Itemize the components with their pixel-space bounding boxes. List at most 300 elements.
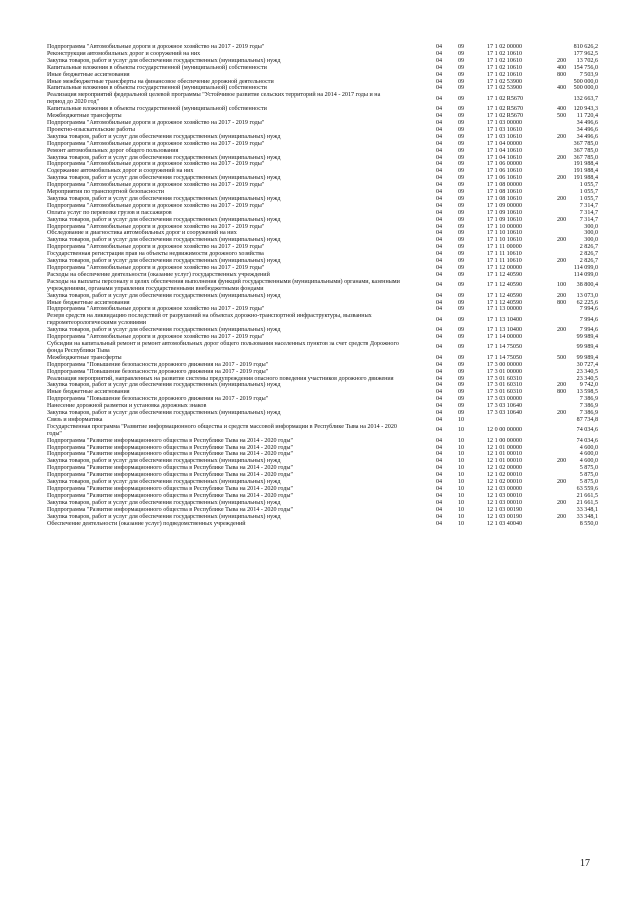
row-name: Капитальные вложения в объекты государственной (муниципальной) собственности xyxy=(47,64,267,71)
section-code: 04 xyxy=(436,71,443,78)
amount: 5 875,0 xyxy=(579,472,598,479)
table-row xyxy=(47,355,598,362)
target-article-code: 17 1 10 00000 xyxy=(487,223,523,230)
subsection-code: 09 xyxy=(458,78,465,85)
section-code: 04 xyxy=(436,520,443,527)
section-code: 04 xyxy=(436,147,443,154)
target-article-code: 17 1 08 00000 xyxy=(487,182,523,189)
target-article-code: 17 1 11 00000 xyxy=(487,244,522,251)
subsection-code: 09 xyxy=(458,50,465,57)
target-article-code: 17 1 14 75050 xyxy=(487,344,523,351)
table-row xyxy=(47,362,598,369)
amount: 63 559,6 xyxy=(576,486,598,492)
target-article-code: 17 1 04 00000 xyxy=(487,140,523,147)
table-row xyxy=(47,486,598,493)
amount: 34 496,6 xyxy=(576,133,598,140)
subsection-code: 09 xyxy=(458,316,465,323)
table-row xyxy=(47,272,598,279)
table-row xyxy=(47,106,598,113)
section-code: 04 xyxy=(436,444,443,451)
amount: 191 988,4 xyxy=(573,161,598,168)
target-article-code: 17 1 10 10610 xyxy=(487,237,523,244)
amount: 1 055,7 xyxy=(579,189,598,196)
target-article-code: 17 1 02 10610 xyxy=(487,57,523,64)
subsection-code: 10 xyxy=(458,427,465,434)
subsection-code: 09 xyxy=(458,334,465,341)
row-name: Подпрограмма "Автомобильные дороги и дорожное хозяйство на 2017 - 2019 годы" xyxy=(47,119,265,126)
subsection-code: 09 xyxy=(458,396,465,403)
target-article-code: 12 1 03 00190 xyxy=(487,513,523,520)
subsection-code: 09 xyxy=(458,119,465,126)
target-article-code: 17 1 02 R5670 xyxy=(487,106,524,113)
subsection-code: 09 xyxy=(458,57,465,64)
subsection-code: 09 xyxy=(458,368,465,375)
table-row xyxy=(47,258,598,265)
target-article-code: 17 1 12 40590 xyxy=(487,282,523,289)
row-name: Подпрограмма "Автомобильные дороги и дорожное хозяйство на 2017 - 2019 годы" xyxy=(47,140,265,147)
subsection-code: 10 xyxy=(458,479,465,486)
table-row xyxy=(47,479,598,486)
section-code: 04 xyxy=(436,458,443,465)
target-article-code: 17 3 03 10640 xyxy=(487,410,523,417)
section-code: 04 xyxy=(436,202,443,209)
target-article-code: 12 1 03 40040 xyxy=(487,520,523,527)
target-article-code: 17 1 08 10610 xyxy=(487,195,523,202)
amount: 74 034,6 xyxy=(576,437,598,444)
row-name: Закупка товаров, работ и услуг для обеспечения государственных (муниципальных) нужд xyxy=(47,410,281,417)
subsection-code: 09 xyxy=(458,237,465,244)
expense-type-code: 200 xyxy=(557,258,567,265)
section-code: 04 xyxy=(436,403,443,410)
expense-type-code: 400 xyxy=(557,85,567,92)
row-name: Государственная программа "Развитие информационного общества и средств массовой информации в Республике Тыва на 2014 - 2020 годы" xyxy=(47,423,397,437)
target-article-code: 12 1 00 00000 xyxy=(487,437,523,444)
row-name: Подпрограмма "Развитие информационного общества в Республике Тыва на 2014 - 2020 годы" xyxy=(47,444,293,451)
table-row xyxy=(47,44,598,51)
section-code: 04 xyxy=(436,258,443,265)
target-article-code: 17 1 14 75050 xyxy=(487,354,523,361)
subsection-code: 10 xyxy=(458,520,465,527)
target-article-code: 17 1 02 R5670 xyxy=(487,113,524,120)
target-article-code: 17 1 03 00000 xyxy=(487,119,523,126)
table-row xyxy=(47,341,598,355)
section-code: 04 xyxy=(436,168,443,175)
target-article-code: 17 1 12 40590 xyxy=(487,271,523,278)
amount: 191 988,4 xyxy=(573,175,598,182)
expense-type-code: 500 xyxy=(557,354,567,361)
subsection-code: 10 xyxy=(458,458,465,465)
table-row xyxy=(47,334,598,341)
section-code: 04 xyxy=(436,427,443,434)
target-article-code: 17 1 02 10610 xyxy=(487,50,523,57)
amount: 2 826,7 xyxy=(579,244,598,251)
row-name: Иные бюджетные ассигнования xyxy=(47,71,130,78)
target-article-code: 17 1 09 10610 xyxy=(487,216,523,223)
target-article-code: 17 1 02 10610 xyxy=(487,64,523,71)
section-code: 04 xyxy=(436,95,443,102)
row-name: Закупка товаров, работ и услуг для обеспечения государственных (муниципальных) нужд xyxy=(47,175,281,182)
section-code: 04 xyxy=(436,209,443,216)
row-name: Закупка товаров, работ и услуг для обеспечения государственных (муниципальных) нужд xyxy=(47,154,281,161)
amount: 7 994,6 xyxy=(579,306,598,313)
row-name: Содержание автомобильных дорог и сооружений на них xyxy=(47,168,194,175)
row-name: Закупка товаров, работ и услуг для обеспечения государственных (муниципальных) нужд xyxy=(47,258,281,265)
section-code: 04 xyxy=(436,292,443,299)
row-name: Подпрограмма "Повышение безопасности дорожного движения на 2017 - 2019 годы" xyxy=(47,396,269,403)
row-name: Иные межбюджетные трансферты на финансовое обеспечение дорожной деятельности xyxy=(47,78,274,85)
table-row xyxy=(47,120,598,127)
expense-type-code: 200 xyxy=(557,499,567,506)
amount: 2 826,7 xyxy=(579,251,598,258)
expense-type-code: 800 xyxy=(557,71,567,78)
subsection-code: 09 xyxy=(458,44,465,50)
section-code: 04 xyxy=(436,244,443,251)
section-code: 04 xyxy=(436,375,443,382)
amount: 132 663,7 xyxy=(573,95,598,102)
section-code: 04 xyxy=(436,85,443,92)
subsection-code: 10 xyxy=(458,492,465,499)
section-code: 04 xyxy=(436,175,443,182)
amount: 7 994,6 xyxy=(579,316,598,323)
target-article-code: 17 1 10 10610 xyxy=(487,230,523,237)
amount: 30 727,4 xyxy=(576,361,598,368)
row-name: Подпрограмма "Развитие информационного общества в Республике Тыва на 2014 - 2020 годы" xyxy=(47,492,293,499)
table-row xyxy=(47,410,598,417)
section-code: 04 xyxy=(436,154,443,161)
section-code: 04 xyxy=(436,282,443,289)
subsection-code: 09 xyxy=(458,375,465,382)
target-article-code: 17 1 04 10610 xyxy=(487,147,523,154)
section-code: 04 xyxy=(436,334,443,341)
row-name: Нанесение дорожной разметки и установка дорожных знаков xyxy=(47,403,207,410)
table-row xyxy=(47,189,598,196)
section-code: 04 xyxy=(436,506,443,513)
amount: 33 348,1 xyxy=(576,506,598,513)
subsection-code: 09 xyxy=(458,282,465,289)
amount: 7 994,6 xyxy=(579,327,598,334)
target-article-code: 12 1 02 00000 xyxy=(487,465,523,472)
subsection-code: 09 xyxy=(458,147,465,154)
amount: 8 550,0 xyxy=(579,520,598,527)
subsection-code: 09 xyxy=(458,189,465,196)
table-row xyxy=(47,210,598,217)
row-name: Закупка товаров, работ и услуг для обеспечения государственных (муниципальных) нужд xyxy=(47,327,281,334)
subsection-code: 09 xyxy=(458,133,465,140)
section-code: 04 xyxy=(436,368,443,375)
row-name: Реконструкция автомобильных дорог и сооружений на них xyxy=(47,50,201,57)
section-code: 04 xyxy=(436,499,443,506)
section-code: 04 xyxy=(436,437,443,444)
subsection-code: 10 xyxy=(458,513,465,520)
amount: 7 386,9 xyxy=(579,396,598,403)
target-article-code: 17 1 13 10400 xyxy=(487,327,523,334)
section-code: 04 xyxy=(436,113,443,120)
table-row xyxy=(47,265,598,272)
amount: 7 314,7 xyxy=(579,209,598,216)
table-row xyxy=(47,403,598,410)
expense-type-code: 400 xyxy=(557,106,567,113)
row-name: Государственная регистрация прав на объекты недвижимости дорожного хозяйства xyxy=(47,251,264,258)
target-article-code: 12 1 03 00190 xyxy=(487,506,523,513)
target-article-code: 17 1 02 R5670 xyxy=(487,95,524,102)
row-name: Закупка товаров, работ и услуг для обеспечения государственных (муниципальных) нужд xyxy=(47,513,281,520)
target-article-code: 17 1 12 40590 xyxy=(487,299,523,306)
target-article-code: 17 1 13 00000 xyxy=(487,306,523,313)
expense-type-code: 200 xyxy=(557,327,567,334)
expense-type-code: 200 xyxy=(557,237,567,244)
amount: 99 989,4 xyxy=(576,354,598,361)
table-row xyxy=(47,521,598,528)
subsection-code: 09 xyxy=(458,195,465,202)
section-code: 04 xyxy=(436,327,443,334)
section-code: 04 xyxy=(436,389,443,396)
table-row xyxy=(47,279,598,293)
row-name: Подпрограмма "Развитие информационного общества в Республике Тыва на 2014 - 2020 годы" xyxy=(47,437,293,444)
target-article-code: 17 1 08 10610 xyxy=(487,189,523,196)
target-article-code: 17 1 02 53900 xyxy=(487,85,523,92)
expense-type-code: 200 xyxy=(557,133,567,140)
amount: 114 099,0 xyxy=(573,265,598,271)
row-name: Подпрограмма "Автомобильные дороги и дорожное хозяйство на 2017 - 2019 годы" xyxy=(47,244,265,251)
expense-type-code: 400 xyxy=(557,64,567,71)
subsection-code: 10 xyxy=(458,444,465,451)
amount: 300,0 xyxy=(584,223,598,230)
target-article-code: 17 1 04 10610 xyxy=(487,154,523,161)
target-article-code: 17 1 11 10610 xyxy=(487,258,522,265)
target-article-code: 17 3 00 00000 xyxy=(487,361,523,368)
row-name: Подпрограмма "Автомобильные дороги и дорожное хозяйство на 2017 - 2019 годы" xyxy=(47,161,265,168)
target-article-code: 17 1 06 00000 xyxy=(487,161,523,168)
section-code: 04 xyxy=(436,106,443,113)
row-name: Подпрограмма "Развитие информационного общества в Республике Тыва на 2014 - 2020 годы" xyxy=(47,465,293,472)
row-name: Закупка товаров, работ и услуг для обеспечения государственных (муниципальных) нужд xyxy=(47,237,281,244)
row-name: Закупка товаров, работ и услуг для обеспечения государственных (муниципальных) нужд xyxy=(47,133,281,140)
section-code: 04 xyxy=(436,513,443,520)
section-code: 04 xyxy=(436,382,443,389)
amount: 13 702,6 xyxy=(576,57,598,64)
target-article-code: 17 1 02 00000 xyxy=(487,44,523,50)
target-article-code: 17 3 03 00000 xyxy=(487,396,523,403)
table-row xyxy=(47,92,598,106)
target-article-code: 17 1 06 10610 xyxy=(487,175,523,182)
amount: 13 598,5 xyxy=(576,389,598,396)
section-code: 04 xyxy=(436,126,443,133)
expense-type-code: 200 xyxy=(557,216,567,223)
table-row xyxy=(47,217,598,224)
amount: 367 785,0 xyxy=(573,154,598,161)
target-article-code: 12 1 03 00000 xyxy=(487,486,523,492)
table-row xyxy=(47,72,598,79)
row-name: Иные бюджетные ассигнования xyxy=(47,299,130,306)
amount: 23 340,5 xyxy=(576,368,598,375)
expense-type-code: 500 xyxy=(557,113,567,120)
table-row xyxy=(47,507,598,514)
expense-type-code: 800 xyxy=(557,389,567,396)
amount: 34 496,6 xyxy=(576,126,598,133)
subsection-code: 09 xyxy=(458,202,465,209)
target-article-code: 17 3 01 60310 xyxy=(487,389,523,396)
amount: 4 600,0 xyxy=(579,451,598,458)
expense-type-code: 200 xyxy=(557,458,567,465)
row-name: Расходы на обеспечение деятельности (оказание услуг) государственных учреждений xyxy=(47,271,270,278)
subsection-code: 09 xyxy=(458,299,465,306)
subsection-code: 09 xyxy=(458,258,465,265)
subsection-code: 09 xyxy=(458,85,465,92)
row-name: Подпрограмма "Развитие информационного общества в Республике Тыва на 2014 - 2020 годы" xyxy=(47,451,293,458)
section-code: 04 xyxy=(436,78,443,85)
section-code: 04 xyxy=(436,271,443,278)
amount: 114 099,0 xyxy=(573,271,598,278)
target-article-code: 12 1 01 00000 xyxy=(487,444,523,451)
row-name: Подпрограмма "Автомобильные дороги и дорожное хозяйство на 2017 - 2019 годы" xyxy=(47,265,265,271)
amount: 62 225,6 xyxy=(576,299,598,306)
subsection-code: 09 xyxy=(458,403,465,410)
subsection-code: 09 xyxy=(458,95,465,102)
amount: 99 989,4 xyxy=(576,344,598,351)
subsection-code: 09 xyxy=(458,361,465,368)
section-code: 04 xyxy=(436,64,443,71)
subsection-code: 10 xyxy=(458,465,465,472)
table-row xyxy=(47,438,598,445)
table-row xyxy=(47,196,598,203)
row-name: Субсидии на капитальный ремонт и ремонт автомобильных дорог общего пользования населенных пунктов за счет средств Дорожного фонда Республики Тыва xyxy=(47,340,399,354)
amount: 154 756,0 xyxy=(573,64,598,71)
row-name: Закупка товаров, работ и услуг для обеспечения государственных (муниципальных) нужд xyxy=(47,292,281,299)
subsection-code: 09 xyxy=(458,244,465,251)
amount: 1 055,7 xyxy=(579,195,598,202)
row-name: Реализация мероприятий, направленных на развитие системы предупреждения опасного поведения участников дорожного движения xyxy=(47,375,394,382)
target-article-code: 12 1 01 00010 xyxy=(487,451,523,458)
subsection-code: 09 xyxy=(458,216,465,223)
subsection-code: 09 xyxy=(458,230,465,237)
target-article-code: 17 1 09 10610 xyxy=(487,209,523,216)
target-article-code: 12 1 01 00010 xyxy=(487,458,523,465)
amount: 7 314,7 xyxy=(579,216,598,223)
table-row xyxy=(47,417,598,424)
row-name: Реализация мероприятий федеральной целевой программы "Устойчивое развитие сельских территорий на 2014 - 2017 годы и на период до 2020 год" xyxy=(47,92,381,106)
amount: 23 340,5 xyxy=(576,375,598,382)
amount: 7 386,9 xyxy=(579,410,598,417)
row-name: Подпрограмма "Повышение безопасности дорожного движения на 2017 - 2019 годы" xyxy=(47,361,269,368)
target-article-code: 12 1 03 00010 xyxy=(487,499,523,506)
target-article-code: 17 1 14 00000 xyxy=(487,334,523,341)
expense-type-code: 200 xyxy=(557,195,567,202)
table-row xyxy=(47,313,598,327)
table-row xyxy=(47,182,598,189)
row-name: Подпрограмма "Развитие информационного общества в Республике Тыва на 2014 - 2020 годы" xyxy=(47,506,293,513)
row-name: Капитальные вложения в объекты государственной (муниципальной) собственности xyxy=(47,85,267,92)
target-article-code: 17 3 01 00000 xyxy=(487,368,523,375)
amount: 177 962,5 xyxy=(573,50,598,57)
row-name: Подпрограмма "Автомобильные дороги и дорожное хозяйство на 2017 - 2019 годы" xyxy=(47,44,265,50)
table-row xyxy=(47,514,598,521)
section-code: 04 xyxy=(436,465,443,472)
table-row xyxy=(47,500,598,507)
subsection-code: 09 xyxy=(458,327,465,334)
target-article-code: 17 3 01 60310 xyxy=(487,382,523,389)
expense-type-code: 200 xyxy=(557,479,567,486)
subsection-code: 10 xyxy=(458,499,465,506)
target-article-code: 17 3 03 10640 xyxy=(487,403,523,410)
amount: 21 661,5 xyxy=(576,492,598,499)
amount: 1 055,7 xyxy=(579,182,598,189)
amount: 500 000,0 xyxy=(573,85,598,92)
amount: 367 785,0 xyxy=(573,140,598,147)
subsection-code: 09 xyxy=(458,306,465,313)
amount: 367 785,0 xyxy=(573,147,598,154)
subsection-code: 09 xyxy=(458,389,465,396)
amount: 4 600,0 xyxy=(579,458,598,465)
section-code: 04 xyxy=(436,410,443,417)
row-name: Резерв средств на ликвидацию последствий от разрушений на объектах дорожно-транспортной инфраструктуры, вызванных гидрометеорологическими условиями xyxy=(47,313,372,327)
amount: 5 875,0 xyxy=(579,479,598,486)
expense-type-code: 200 xyxy=(557,154,567,161)
section-code: 04 xyxy=(436,486,443,492)
subsection-code: 10 xyxy=(458,416,465,423)
row-name: Закупка товаров, работ и услуг для обеспечения государственных (муниципальных) нужд xyxy=(47,458,281,465)
table-row xyxy=(47,65,598,72)
row-name: Подпрограмма "Автомобильные дороги и дорожное хозяйство на 2017 - 2019 годы" xyxy=(47,202,265,209)
section-code: 04 xyxy=(436,354,443,361)
row-name: Закупка товаров, работ и услуг для обеспечения государственных (муниципальных) нужд xyxy=(47,195,281,202)
amount: 34 496,6 xyxy=(576,119,598,126)
section-code: 04 xyxy=(436,451,443,458)
subsection-code: 09 xyxy=(458,182,465,189)
row-name: Закупка товаров, работ и услуг для обеспечения государственных (муниципальных) нужд xyxy=(47,382,281,389)
section-code: 04 xyxy=(436,344,443,351)
subsection-code: 09 xyxy=(458,209,465,216)
section-code: 04 xyxy=(436,57,443,64)
section-code: 04 xyxy=(436,216,443,223)
section-code: 04 xyxy=(436,472,443,479)
subsection-code: 09 xyxy=(458,354,465,361)
expense-type-code: 100 xyxy=(557,282,567,289)
subsection-code: 09 xyxy=(458,410,465,417)
section-code: 04 xyxy=(436,492,443,499)
row-name: Мероприятия по транспортной безопасности xyxy=(47,189,165,196)
row-name: Оплата услуг по перевозке грузов и пассажиров xyxy=(47,209,172,216)
table-row xyxy=(47,141,598,148)
table-row xyxy=(47,424,598,438)
subsection-code: 09 xyxy=(458,126,465,133)
table-row xyxy=(47,127,598,134)
subsection-code: 09 xyxy=(458,175,465,182)
amount: 120 943,3 xyxy=(573,106,598,113)
row-name: Подпрограмма "Повышение безопасности дорожного движения на 2017 - 2019 годы" xyxy=(47,368,269,375)
subsection-code: 10 xyxy=(458,486,465,492)
section-code: 04 xyxy=(436,140,443,147)
subsection-code: 09 xyxy=(458,64,465,71)
amount: 99 989,4 xyxy=(576,334,598,341)
amount: 74 034,6 xyxy=(576,427,598,434)
section-code: 04 xyxy=(436,230,443,237)
table-row xyxy=(47,203,598,210)
budget-table xyxy=(47,44,598,527)
subsection-code: 09 xyxy=(458,223,465,230)
row-name: Подпрограмма "Автомобильные дороги и дорожное хозяйство на 2017 - 2019 годы" xyxy=(47,334,265,341)
amount: 9 742,0 xyxy=(579,382,598,389)
amount: 810 626,2 xyxy=(573,44,598,50)
amount: 38 800,4 xyxy=(576,282,598,289)
expense-type-code: 200 xyxy=(557,175,567,182)
row-name: Капитальные вложения в объекты государственной (муниципальной) собственности xyxy=(47,106,267,113)
target-article-code: 12 1 03 00010 xyxy=(487,492,523,499)
amount: 500 000,0 xyxy=(573,78,598,85)
section-code: 04 xyxy=(436,265,443,271)
subsection-code: 09 xyxy=(458,71,465,78)
row-name: Ремонт автомобильных дорог общего пользования xyxy=(47,147,179,154)
amount: 11 720,4 xyxy=(576,113,598,120)
